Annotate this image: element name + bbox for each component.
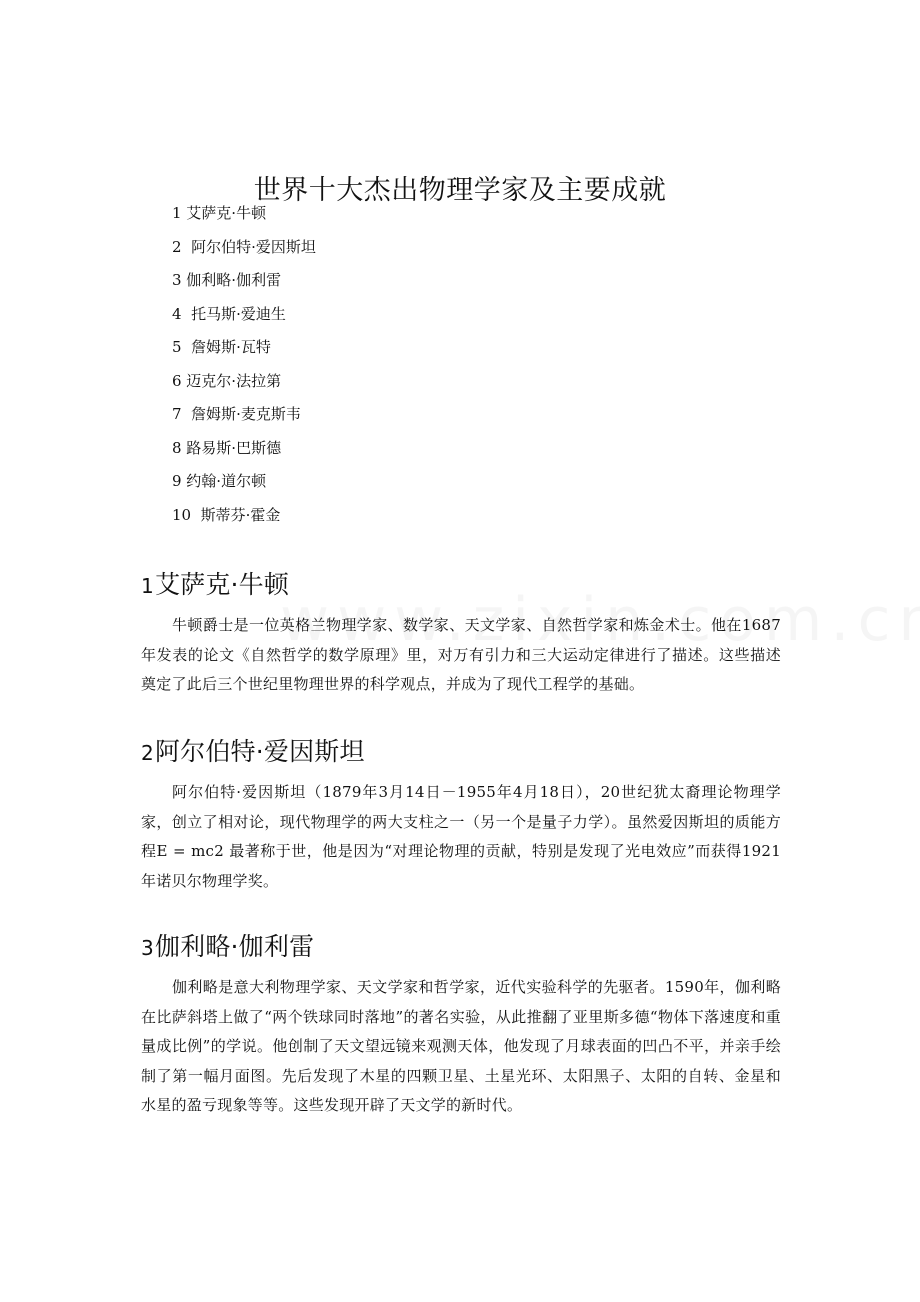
- section-number: 1: [141, 574, 154, 598]
- toc-item: 5 詹姆斯·瓦特: [172, 338, 271, 356]
- section-newton: [141, 565, 781, 700]
- section-heading-text: 伽利略·伽利雷: [154, 932, 315, 961]
- section-body: 阿尔伯特·爱因斯坦（1879年3月14日－1955年4月18日），20世纪犹太裔理论物理学家，创立了相对论，现代物理学的两大支柱之一（另一个是量子力学）。虽然爱因斯坦的质能方程E = mc2 最著称于世，他是因为“对理论物理的贡献，特别是发现了光电效应”而获得1921年诺贝尔物理学奖。: [141, 783, 781, 890]
- toc-item: 1 艾萨克·牛顿: [172, 204, 267, 222]
- section-heading: [141, 927, 781, 968]
- section-heading-text: 艾萨克·牛顿: [154, 570, 290, 599]
- toc-item: 9 约翰·道尔顿: [172, 472, 267, 490]
- section-galileo: [141, 927, 781, 1121]
- section-heading: [141, 565, 781, 606]
- toc-item: 6 迈克尔·法拉第: [172, 371, 282, 390]
- section-body: 伽利略是意大利物理学家、天文学家和哲学家，近代实验科学的先驱者。1590年，伽利略在比萨斜塔上做了“两个铁球同时落地”的著名实验，从此推翻了亚里斯多德“物体下落速度和重量成比例”的学说。他创制了天文望远镜来观测天体，他发现了月球表面的凹凸不平，并亲手绘制了第一幅月面图。先后发现了木星的四颗卫星、土星光环、太阳黑子、太阳的自转、金星和水星的盈亏现象等等。这些发现开辟了天文学的新时代。: [141, 978, 781, 1114]
- section-einstein: [141, 732, 781, 896]
- toc-item: 7 詹姆斯·麦克斯韦: [172, 405, 301, 423]
- table-of-contents: [172, 197, 316, 532]
- toc-item: 8 路易斯·巴斯德: [172, 438, 282, 457]
- toc-item: 10 斯蒂芬·霍金: [172, 505, 281, 524]
- section-body: 牛顿爵士是一位英格兰物理学家、数学家、天文学家、自然哲学家和炼金术士。他在1687年发表的论文《自然哲学的数学原理》里，对万有引力和三大运动定律进行了描述。这些描述奠定了此后三个世纪里物理世界的科学观点，并成为了现代工程学的基础。: [141, 616, 781, 693]
- toc-item: 3 伽利略·伽利雷: [172, 271, 282, 289]
- section-number: 3: [141, 936, 154, 960]
- toc-item: 4 托马斯·爱迪生: [172, 304, 286, 323]
- section-heading-text: 阿尔伯特·爱因斯坦: [154, 737, 365, 766]
- section-number: 2: [141, 741, 154, 765]
- section-heading: [141, 732, 781, 773]
- toc-item: 2 阿尔伯特·爱因斯坦: [172, 237, 316, 256]
- page-title: 世界十大杰出物理学家及主要成就: [253, 175, 667, 207]
